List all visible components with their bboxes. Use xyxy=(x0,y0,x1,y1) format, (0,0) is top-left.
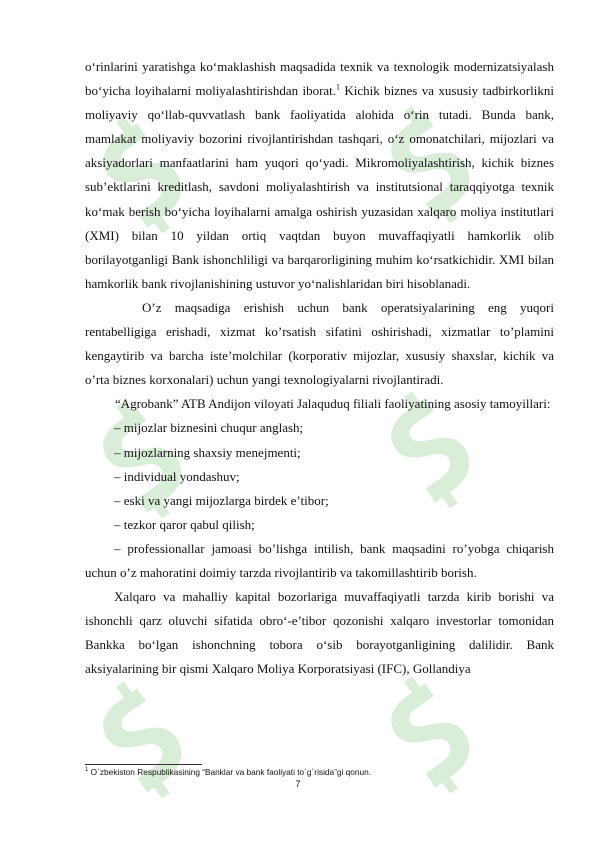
list-item: – eski va yangi mijozlarga birdek e’tibor; xyxy=(114,492,329,508)
footnote xyxy=(85,767,554,778)
paragraph-principles-intro: “Agrobank” ATB Andijon viloyati Jalaquduq filiali faoliyatining asosiy tamoyillari: xyxy=(115,396,551,412)
list-item-last: – professionallar jamoasi bo’lishga intilish, bank maqsadini ro’yobga chiqarish uchun o’z mahoratini doimiy tarzda rivojlantirib va takomillashtirib borish. xyxy=(85,540,554,580)
paragraph-capital-markets: Xalqaro va mahalliy kapital bozorlariga muvaffaqiyatli tarzda kirib borishi va ishonchli qarz oluvchi sifatida obro‘-e’tibor qozonishi xalqaro investorlar tomonidan Bankka bo‘lgan ishonchning tobora o‘sib borayotganligining dalilidir. Bank aksiyalarining bir qismi Xalqaro Moliya Korporatsiyasi (IFC), Gollandiya xyxy=(85,589,554,677)
footnote-separator xyxy=(85,764,202,765)
paragraph-intro: o‘rinlarini yaratishga ko‘maklashish maqsadida texnik va texnologik modernizatsiyalash bo‘yicha loyihalarni moliyalashtirishdan iborat.$^1$ Kichik biznes va xususiy tadbirkorlikni moliyaviy qo‘llab-quvvatlash bank faoliyatida alohida o‘rin tutadi. Bunda bank, mamlakat moliyaviy bozorini rivojlantirishdan tashqari, o‘z omonatchilari, mijozlari va aksiyadorlari manfaatlarini ham yuqori qo‘yadi. Mikromoliyalashtirish, kichik biznes sub’ektlarini kreditlash, savdoni moliyalashtirish va institutsional taraqqiyotga texnik ko‘mak berish bo‘yicha loyihalarni amalga oshirish yuzasidan xalqaro moliya institutlari (XMI) bilan 10 yildan ortiq vaqtdan buyon muvaffaqiyatli hamkorlik olib borilayotganligi Bank ishonchliligi va barqarorligining muhim ko‘rsatkichidir. XMI bilan hamkorlik bank rivojlanishining ustuvor yo‘nalishlaridan biri hisoblanadi. xyxy=(85,59,554,291)
list-item: – tezkor qaror qabul qilish; xyxy=(114,516,255,532)
list-item: – mijozlarning shaxsiy menejmenti; xyxy=(114,444,301,460)
footnote-number: 1 xyxy=(85,767,89,774)
paragraph-goals: O’z maqsadiga erishish uchun bank operatsiyalarining eng yuqori rentabelligiga erishadi, xizmat ko’rsatish sifatini oshirishadi, xizmatlar to’plamini kengaytirib va barcha iste’molchilar (korporativ mijozlar, xususiy shaxslar, kichik va o’rta biznes korxonalari) uchun yangi texnologiyalarni rivojlantiradi. xyxy=(85,299,554,388)
footnote-reference[interactable]: 1 xyxy=(336,82,341,92)
body-text xyxy=(85,55,554,681)
list-item: – individual yondashuv; xyxy=(114,468,240,484)
footnote-text: O`zbekiston Respublikasining “Banklar va bank faoliyati to`g`risida”gi qonun. xyxy=(88,767,372,777)
list-item: – mijozlar biznesini chuqur anglash; xyxy=(114,420,304,436)
page-number: 7 xyxy=(295,779,301,789)
